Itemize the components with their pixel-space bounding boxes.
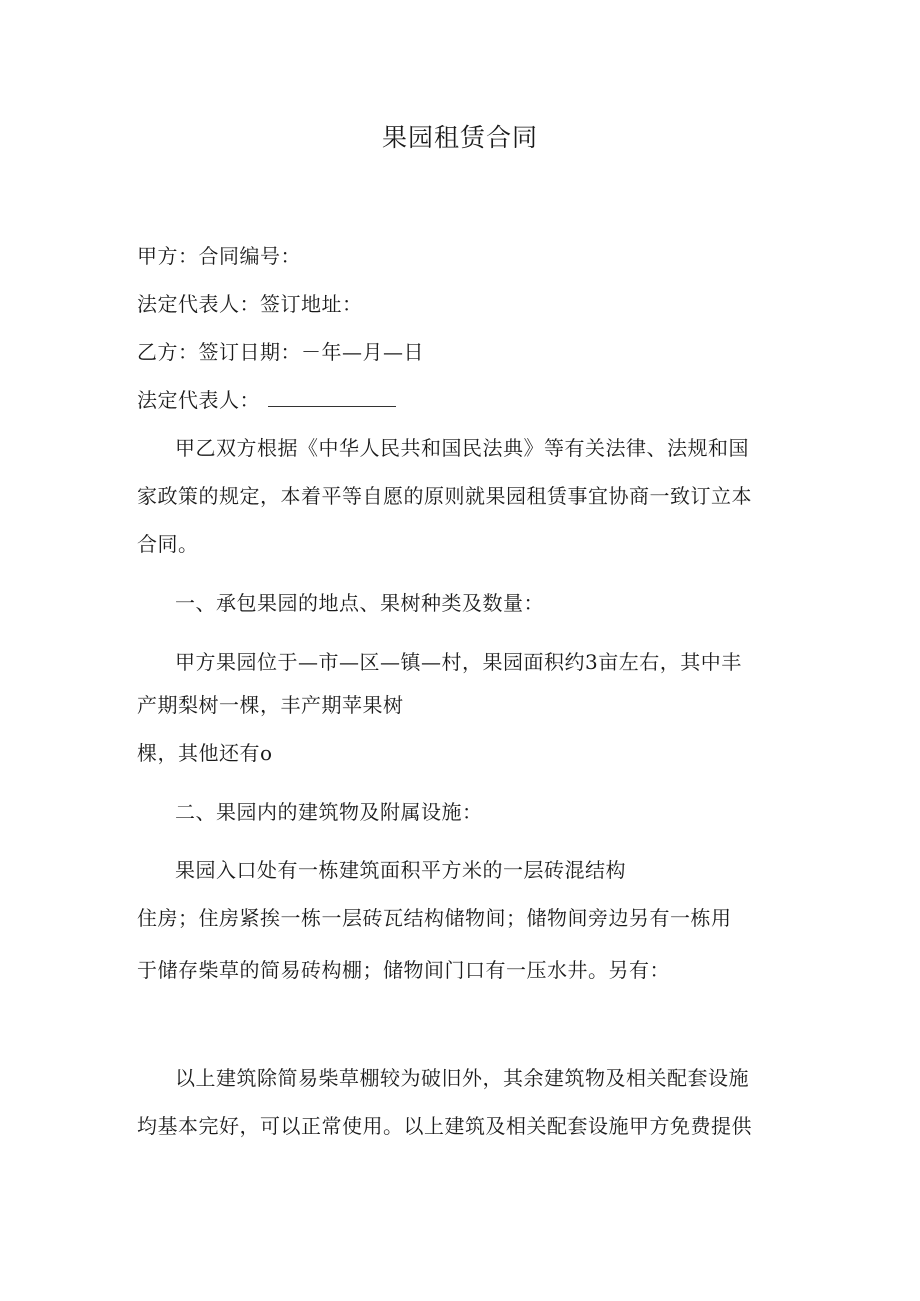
party-b-line: 乙方：签订日期：－年—月—日 [137,340,424,364]
section1-line-3: 棵，其他还有o [137,741,273,765]
document-title: 果园租赁合同 [381,123,538,152]
legal-rep-b-line [137,385,396,415]
preamble-line-3: 合同。 [137,532,199,556]
section2-line-2: 住房；住房紧挨一栋一层砖瓦结构储物间；储物间旁边另有一栋用 [137,906,732,930]
section1-line-1: 甲方果园位于—市—区—镇—村，果园面积约3亩左右，其中丰 [175,650,742,674]
section2-line-1: 果园入口处有一栋建筑面积平方米的一层砖混结构 [175,858,626,882]
section2-line-3: 于储存柴草的简易砖构棚；储物间门口有一压水井。另有： [137,958,670,982]
section1-line-2: 产期梨树一棵，丰产期苹果树 [137,693,404,717]
section2-line-4: 以上建筑除简易柴草棚较为破旧外，其余建筑物及相关配套设施 [175,1066,749,1090]
party-a-line: 甲方：合同编号： [137,244,301,268]
section1-heading: 一、承包果园的地点、果树种类及数量： [175,591,544,615]
section2-line-5: 均基本完好，可以正常使用。以上建筑及相关配套设施甲方免费提供 [137,1114,752,1138]
section2-heading: 二、果园内的建筑物及附属设施： [175,800,483,824]
legal-rep-a-line: 法定代表人：签订地址： [137,292,363,316]
preamble-line-2: 家政策的规定，本着平等自愿的原则就果园租赁事宜协商一致订立本 [137,484,752,508]
legal-rep-b-label: 法定代表人： [137,388,260,412]
preamble-line-1: 甲乙双方根据《中华人民共和国民法典》等有关法律、法规和国 [175,436,749,460]
legal-rep-b-blank [268,386,396,407]
